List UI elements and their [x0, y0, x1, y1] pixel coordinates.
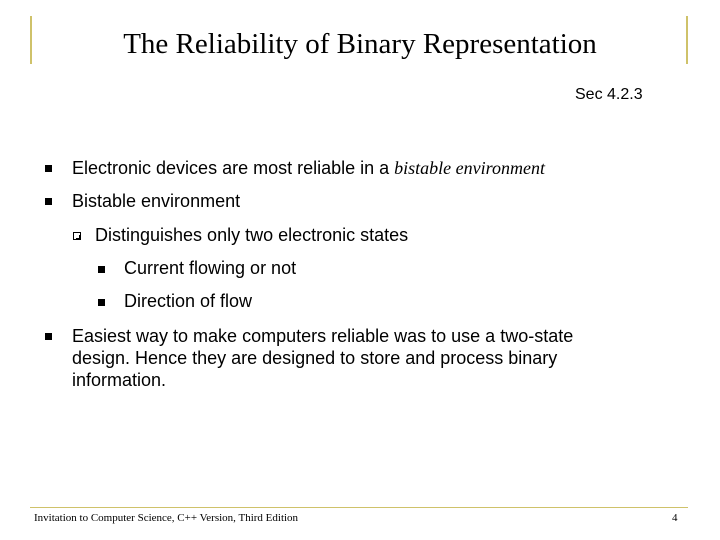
bullet-1 [72, 157, 545, 179]
bullet-3-line-3: information. [72, 370, 167, 390]
sub-sub-bullet-1: Current flowing or not [124, 258, 297, 278]
sub-sub-bullet-2: Direction of flow [124, 291, 253, 311]
bullet-3-line-1: Easiest way to make computers reliable was to use a two-state [72, 326, 574, 346]
footer-text: Invitation to Computer Science, C++ Version, Third Edition [34, 512, 299, 524]
section-reference: Sec 4.2.3 [575, 86, 643, 103]
bullet-marker [45, 198, 52, 205]
sub-bullet-marker [73, 232, 81, 240]
bullet-marker [98, 266, 105, 273]
bullet-marker [45, 165, 52, 172]
bullet-3-line-2: design. Hence they are designed to store and process binary [72, 348, 558, 368]
bullet-3 [72, 325, 573, 391]
page-number: 4 [672, 512, 678, 524]
bullet-1-text: Electronic devices are most reliable in a [72, 158, 395, 178]
bullet-1-emphasis: bistable environment [394, 158, 545, 178]
bullet-2: Bistable environment [72, 191, 241, 211]
footer-divider [30, 507, 688, 508]
sub-bullet: Distinguishes only two electronic states [95, 225, 409, 245]
slide-title: The Reliability of Binary Representation [123, 28, 597, 60]
bullet-marker [98, 299, 105, 306]
bullet-marker [45, 333, 52, 340]
